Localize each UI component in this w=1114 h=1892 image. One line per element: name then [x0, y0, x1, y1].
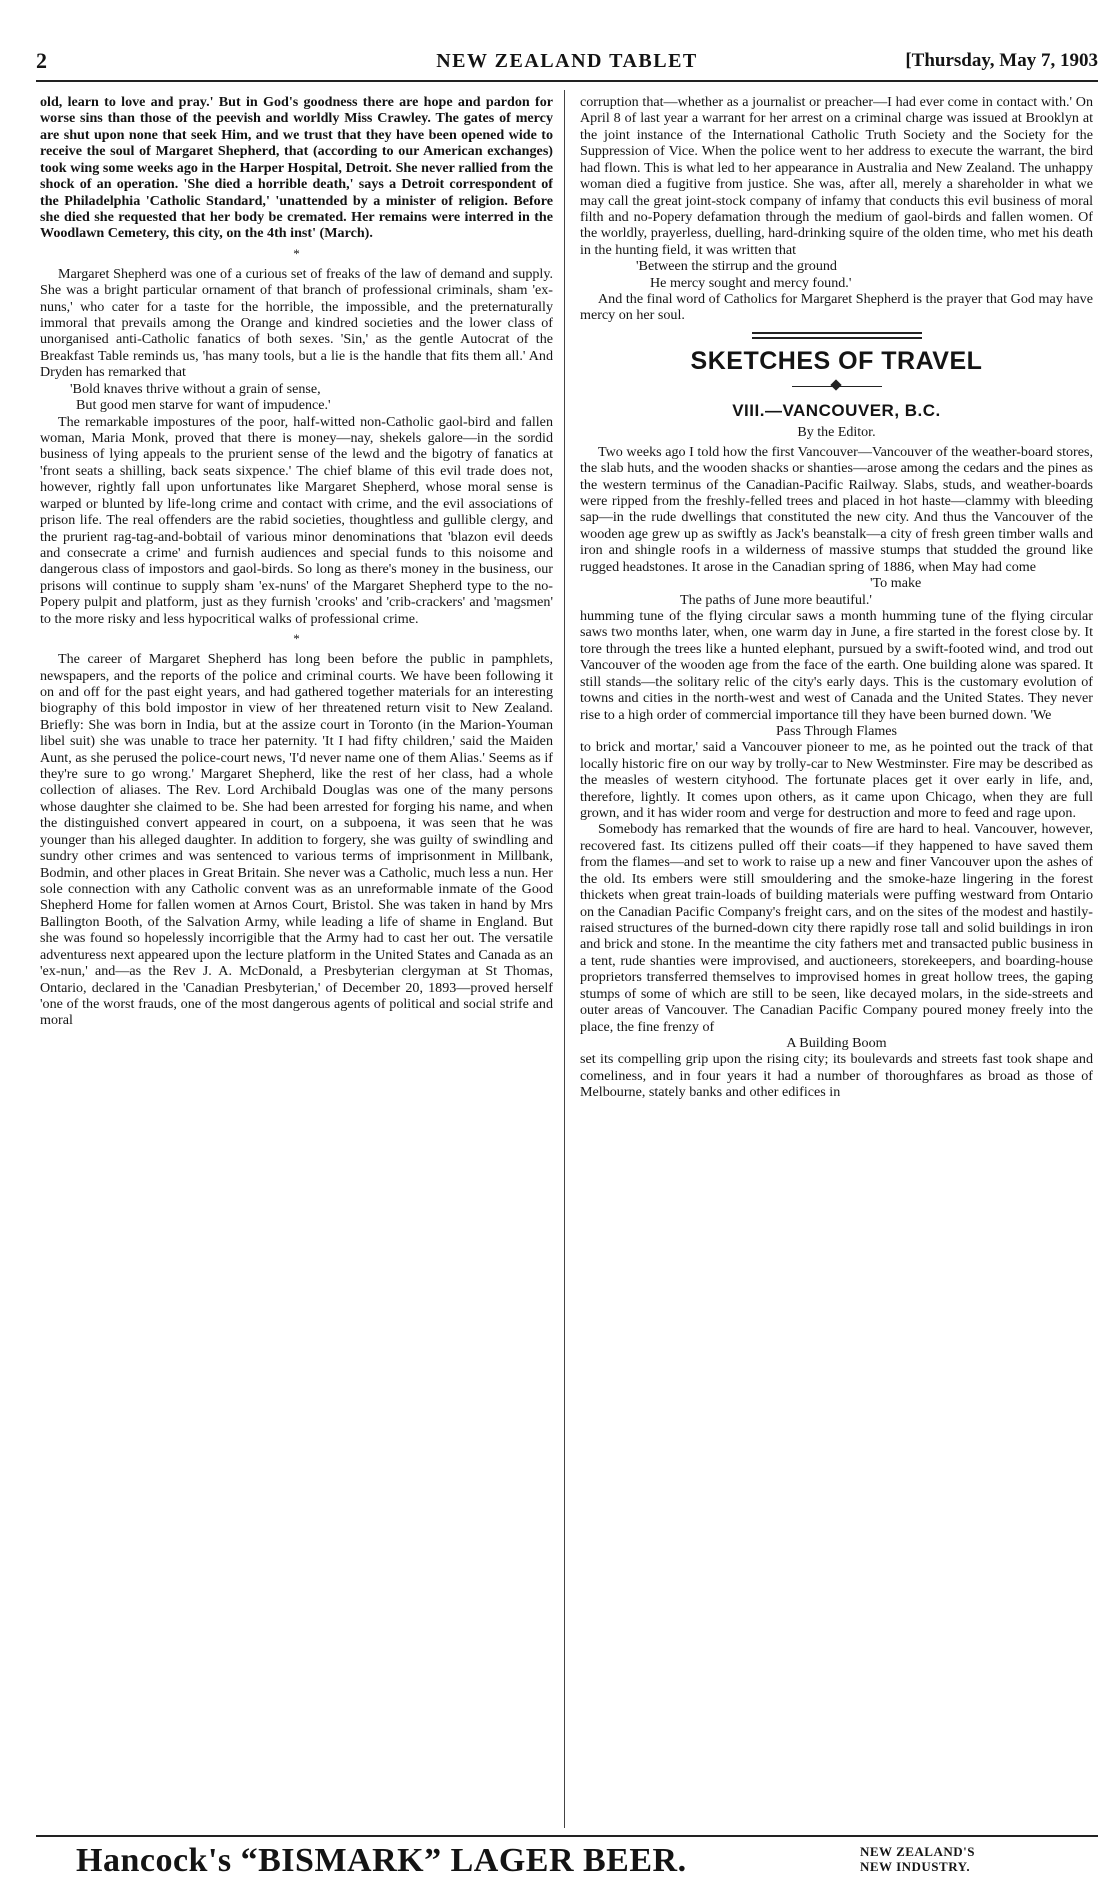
verse-quote	[580, 258, 1093, 291]
section-title: SKETCHES OF TRAVEL	[690, 346, 983, 375]
header-rule	[36, 80, 1098, 82]
issue-date: [Thursday, May 7, 1903	[905, 50, 1098, 71]
verse-line: But good men starve for want of impudence.'	[76, 397, 331, 414]
article-paragraph: humming tune of the flying circular saws a month humming tune of the flying circular saws two months later, when, one warm day in June, a fire started in the forest close by. It tore through the trees like a hunted elephant, pursued by a swift-footed wind, and trod out Vancouver of the wooden age from the face of the earth. One building alone was spared. It still stands—the solitary relic of the city's early days. This is the customary evolution of towns and cities in the north-west and west of Canada and the United States. They never rise to a high order of commercial importance till they have been burned down. 'We	[580, 607, 1093, 723]
article-paragraph: corruption that—whether as a journalist or preacher—I had ever come in contact with.' On April 8 of last year a warrant for her arrest on a criminal charge was issued at Brooklyn at the joint instance of the International Catholic Truth Society and the Society for the Suppression of Vice. When the police went to her address to execute the warrant, the bird had flown. This is what led to her appearance in Australia and New Zealand. The unhappy woman died a fugitive from justice. She was, after all, merely a shareholder in what we may call the great joint-stock company of infamy that conducts this evil business of moral filth and no-Popery defamation through the medium of gaol-birds and fallen women. Of the worldly, prayerless, duelling, hard-drinking squire of the olden time, who met his death in the hunting field, it was written that	[580, 94, 1093, 258]
section-divider-star: *	[293, 631, 300, 647]
ad-tagline-line: NEW ZEALAND'S	[860, 1844, 975, 1859]
article-paragraph: Two weeks ago I told how the first Vancouver—Vancouver of the weather-board stores, the slab huts, and the wooden shacks or shanties—arose among the cedars and the pines as the western terminus of the Canadian-Pacific Railway. Slabs, studs, and weather-boards were ripped from the freshly-felled trees and placed in hot haste—clammy with bleeding sap—in the rude dwellings that constituted the new city. And thus the Vancouver of the wooden age grew up as swiftly as Jack's beanstalk—a city of fresh green timber walls and iron and shingle roofs in a wilderness of massive stumps that studded the ground like rugged headstones. It arose in the Canadian spring of 1886, when May had come	[580, 443, 1093, 575]
article-paragraph: set its compelling grip upon the rising city; its boulevards and streets fast took shape and comeliness, and in four years it had a number of thoroughfares as broad as those of Melbourne, stately banks and other edifices in	[580, 1051, 1093, 1101]
section-double-rule	[752, 332, 922, 339]
diamond-rule	[792, 381, 882, 391]
beer-advertisement: Hancock's “BISMARK” LAGER BEER.	[76, 1842, 687, 1879]
verse-line: The paths of June more beautiful.'	[680, 591, 872, 608]
subheading: Pass Through Flames	[775, 722, 898, 739]
byline: By the Editor.	[797, 425, 876, 441]
verse-line: 'Between the stirrup and the ground	[636, 258, 837, 275]
masthead-title: NEW ZEALAND TABLET	[436, 50, 698, 72]
article-paragraph: Somebody has remarked that the wounds of fire are hard to heal. Vancouver, however, recovered fast. Its citizens pulled off their coats—if they happened to have saved them from the flames—and set to work to raise up a new and finer Vancouver upon the ashes of the old. Its embers were still smouldering and the smoke-haze lingering in the forest thickets when great train-loads of building materials were puffing westward from Ontario on the Canadian Pacific Company's freight cars, and on the sites of the modest and hastily-raised structures of the burned-down city there rapidly rose tall and solid buildings in iron and brick and stone. In the meantime the city fathers met and transacted public business in a tent, rude shanties were improvised, and auctioneers, storekeepers, and boarding-house proprietors transferred themselves to improvised homes in great hollow trees, the gaping stumps of some of which are still to be seen, like decayed molars, in the side-streets and outer areas of Vancouver. The Canadian Pacific Company poured money freely into the place, the fine frenzy of	[580, 821, 1093, 1035]
verse-quote	[40, 381, 553, 414]
article-paragraph: The remarkable impostures of the poor, half-witted non-Catholic gaol-bird and fallen woman, Maria Monk, proved that there is money—nay, shekels galore—in the sordid business of lying appeals to the prurient sense of the lewd and the bigotry of fanatics at 'front seats a shilling, back seats sixpence.' The chief blame of this evil trade does not, however, rightly fall upon unfortunates like Margaret Shepherd, whose moral sense is warped or blunted by life-long crime and contact with crime, and the evil associations of prison life. The real offenders are the rabid societies, thoughtless and gullible clergy, and the prurient rag-tag-and-bobtail of various minor denominations that 'blazon evil deeds and consecrate a crime' and furnish audiences and special funds to this noisome and dangerous class of impostors and gaol-birds. So long as there's money in the business, our prisons will continue to supply sham 'ex-nuns' of the Margaret Shepherd type to the no-Popery pulpit and platform, just as they furnish 'crooks' and 'crib-crackers' and 'magsmen' to the more risky and less hypocritical walks of professional crime.	[40, 413, 553, 627]
article-paragraph: to brick and mortar,' said a Vancouver pioneer to me, as he pointed out the track of that locally historic fire on our way by trolly-car to New Westminster. Fire may be described as the measles of western cityhood. The fortunate places get it over early in life, and, therefore, lightly. It comes upon others, as it came upon Chicago, when they are full grown, and it has wider room and verge for destruction and more to feed and rage upon.	[580, 739, 1093, 822]
article-paragraph: old, learn to love and pray.' But in God's goodness there are hope and pardon for worse sins than those of the peevish and worldly Miss Crawley. The gates of mercy are shut upon none that seek Him, and we trust that they have been opened wide to receive the soul of Margaret Shepherd, that (according to our American exchanges) took wing some weeks ago in the Harper Hospital, Detroit. She never rallied from the shock of an operation. 'She died a horrible death,' says a Detroit correspondent of the Philadelphia 'Catholic Standard,' 'unattended by a minister of religion. Before she died she requested that her body be cremated. Her remains were interred in the Woodlawn Cemetery, this city, on the 4th inst' (March).	[40, 94, 553, 242]
left-column	[40, 94, 553, 1827]
ad-tagline	[860, 1844, 975, 1874]
verse-line: He mercy sought and mercy found.'	[650, 274, 852, 291]
section-divider-star: *	[293, 245, 300, 261]
article-paragraph: And the final word of Catholics for Margaret Shepherd is the prayer that God may have mercy on her soul.	[580, 291, 1093, 324]
verse-line: 'To make	[870, 575, 922, 592]
subheading: A Building Boom	[786, 1034, 887, 1051]
verse-quote	[580, 575, 1093, 608]
article-paragraph: Margaret Shepherd was one of a curious set of freaks of the law of demand and supply. She was a bright particular ornament of that branch of professional criminals, sham 'ex-nuns,' who cater for a taste for the horrible, the impossible, and the preternaturally immoral that prevails among the Orange and kindred societies and the lower class of unorganised anti-Catholic fanatics of both sexes. 'Sin,' as the gentle Autocrat of the Breakfast Table reminds us, 'has many tools, but a lie is the handle that fits them all.' And Dryden has remarked that	[40, 265, 553, 381]
footer-rule	[36, 1835, 1098, 1837]
verse-line: 'Bold knaves thrive without a grain of sense,	[70, 380, 321, 397]
footer-advertisement	[36, 1840, 1098, 1888]
page-number: 2	[36, 48, 47, 73]
right-column	[580, 94, 1093, 1827]
subsection-title: VIII.—VANCOUVER, B.C.	[732, 400, 941, 420]
article-paragraph: The career of Margaret Shepherd has long been before the public in pamphlets, newspapers, and the reports of the police and criminal courts. We have been following it on and off for the past eight years, and had gathered together materials for an interesting biography of this bold impostor in view of her threatened return visit to New Zealand. Briefly: She was born in India, but at the assize court in Toronto (in the Marion-Youman libel suit) she was unable to trace her paternity. 'It I had fifty children,' said the Maiden Aunt, as she perused the police-court news, 'I'd never name one of them Alias.' Seems as if they're sure to go wrong.' Margaret Shepherd, like the rest of her class, had a whole collection of aliases. The Rev. Lord Archibald Douglas was one of the many persons whose daughter she claimed to be. She had been arrested for forging his name, and when the distinguished convert appeared in court, on a subpoena, it was seen that he was younger than his alleged daughter. In addition to forgery, she was guilty of swindling and sundry other crimes and was sentenced to various terms of imprisonment in Millbank, Bodmin, and other places in Great Britain. She never was a Catholic, much less a nun. Her sole connection with any Catholic convent was as an unreformable inmate of the Good Shepherd Home for fallen women at Arnos Court, Bristol. She was taken in hand by Mrs Ballington Booth, of the Salvation Army, while leading a life of shame in England. But she was found so hopelessly incorrigible that the Army had to cast her out. The versatile adventuress next appeared upon the lecture platform in the United States and Canada as an 'ex-nun,' and—as the Rev J. A. McDonald, a Presbyterian clergyman at St Thomas, Ontario, declared in the 'Canadian Presbyterian,' of December 20, 1893—proved herself 'one of the worst frauds, one of the most dangerous agents of political and social strife and moral	[40, 651, 553, 1029]
ad-tagline-line: NEW INDUSTRY.	[860, 1859, 971, 1874]
page-header	[36, 48, 1098, 78]
column-divider	[564, 90, 565, 1828]
